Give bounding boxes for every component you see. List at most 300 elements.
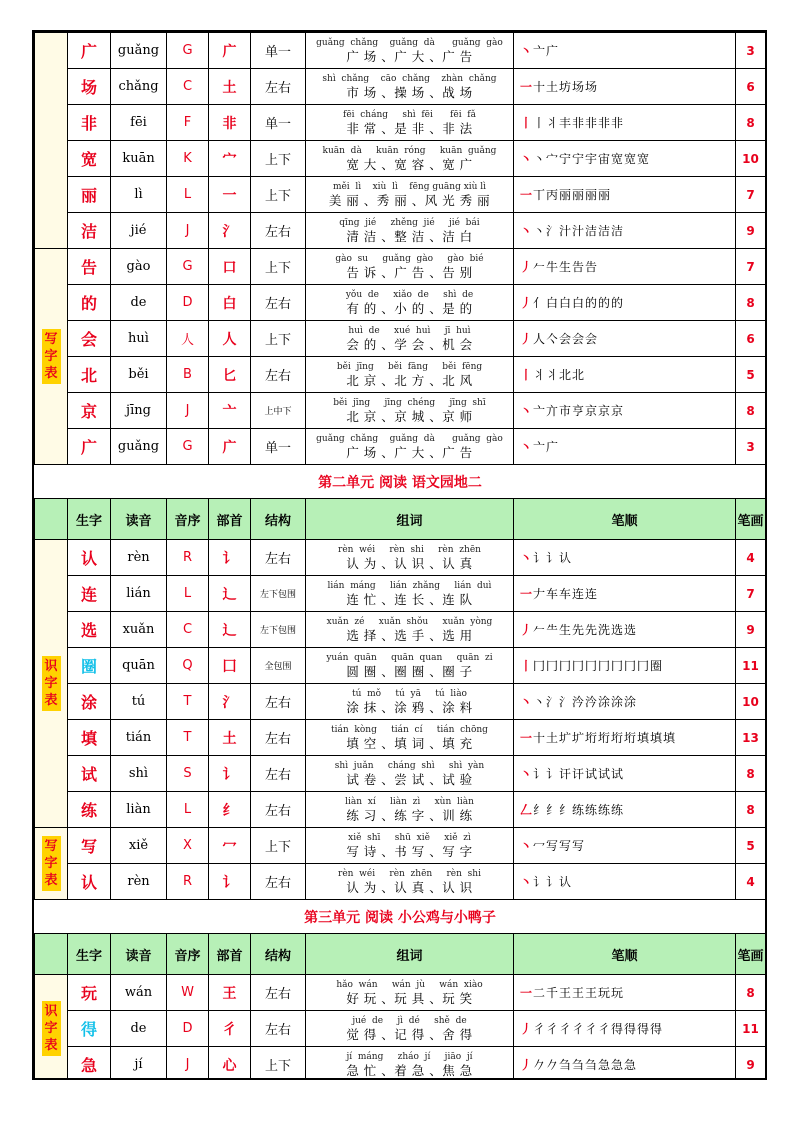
word-pinyin: yuán quān quān quan quān zi [326,652,493,663]
header-words: 组词 [306,934,514,975]
word-list: 写 诗 、书 写 、写 字 [346,843,473,859]
pinyin: kuān [111,141,167,177]
header-char: 生字 [68,499,111,540]
sequence-letter: J [167,393,209,429]
header-count: 笔画 [736,499,766,540]
word-pinyin: rèn wéi rèn zhēn rèn shi [338,868,481,879]
word-pinyin: rèn wéi rèn shi rèn zhēn [338,544,481,555]
sequence-letter: C [167,612,209,648]
structure: 左下包围 [251,612,306,648]
table-row [35,105,766,141]
stroke-count: 7 [736,177,766,213]
word-list: 会 的 、学 会 、机 会 [346,336,473,352]
sequence-letter: B [167,357,209,393]
category-label: 识字表 [42,1001,61,1056]
sequence-letter: J [167,213,209,249]
category-cell [35,540,68,828]
header-pinyin: 读音 [111,499,167,540]
stroke-order [514,357,736,393]
radical: 土 [209,69,251,105]
stroke-order [514,864,736,900]
pinyin: gào [111,249,167,285]
structure: 左右 [251,357,306,393]
table-row [35,540,766,576]
category-label: 写字表 [42,329,61,384]
character: 非 [68,105,111,141]
unit-title: 第二单元 阅读 语文园地二 [35,465,766,499]
first-stroke: 丨 [520,116,534,130]
word-pinyin: fēi cháng shì fēi fēi fǎ [343,109,476,120]
stroke-sequence: 亻白白白的的的 [533,296,625,310]
pinyin: tú [111,684,167,720]
word-cell [306,69,514,105]
word-cell [306,540,514,576]
sequence-letter: G [167,33,209,69]
word-cell [306,393,514,429]
word-cell [306,684,514,720]
word-pinyin: xuǎn zé xuǎn shǒu xuǎn yòng [326,616,493,627]
word-list: 连 忙 、连 长 、连 队 [346,591,473,607]
stroke-count: 9 [736,1047,766,1081]
sequence-letter: D [167,285,209,321]
radical: 氵 [209,684,251,720]
sequence-letter: R [167,864,209,900]
stroke-count: 4 [736,540,766,576]
structure: 左右 [251,213,306,249]
first-stroke: 丿 [520,260,534,274]
first-stroke: 丿 [520,296,534,310]
stroke-order [514,177,736,213]
table-row [35,69,766,105]
stroke-count: 6 [736,321,766,357]
character: 宽 [68,141,111,177]
first-stroke: 𠃋 [520,803,534,817]
stroke-count: 9 [736,612,766,648]
character: 练 [68,792,111,828]
stroke-order [514,1011,736,1047]
structure: 上下 [251,828,306,864]
radical: 一 [209,177,251,213]
table-row [35,975,766,1011]
radical: 人 [209,321,251,357]
radical: 纟 [209,792,251,828]
radical: 讠 [209,756,251,792]
first-stroke: 丶 [520,695,534,709]
character-table-sheet [32,30,767,1080]
stroke-sequence: 丅丙丽丽丽丽 [533,188,612,202]
structure: 上下 [251,1047,306,1081]
stroke-sequence: 丬丬北北 [533,368,586,382]
word-pinyin: shì juǎn cháng shì shì yàn [334,760,485,771]
word-cell [306,33,514,69]
word-cell [306,1047,514,1081]
word-list: 急 忙 、着 急 、焦 急 [346,1062,473,1078]
sequence-letter: G [167,429,209,465]
category-cell [35,33,68,249]
table-row [35,648,766,684]
stroke-order [514,33,736,69]
stroke-count: 10 [736,684,766,720]
radical: 心 [209,1047,251,1081]
radical: 广 [209,33,251,69]
radical: 冖 [209,828,251,864]
table-row [35,612,766,648]
word-list: 宽 大 、宽 容 、宽 广 [346,156,473,172]
first-stroke: 丨 [520,659,534,673]
stroke-order [514,69,736,105]
character: 填 [68,720,111,756]
sequence-letter: C [167,69,209,105]
word-pinyin: xiě shī shū xiě xiě zì [348,832,471,843]
sequence-letter: Q [167,648,209,684]
pinyin: huì [111,321,167,357]
first-stroke: 丶 [520,767,534,781]
table-row [35,792,766,828]
structure: 上下 [251,141,306,177]
structure: 左右 [251,864,306,900]
sequence-letter: T [167,720,209,756]
stroke-count: 8 [736,105,766,141]
first-stroke: 丶 [520,839,534,853]
structure: 左右 [251,1011,306,1047]
stroke-count: 3 [736,429,766,465]
stroke-count: 5 [736,357,766,393]
stroke-sequence: 冂冂冂冂冂冂冂冂冂圈 [533,659,664,673]
word-cell [306,429,514,465]
word-pinyin: tián kòng tián cí tián chōng [331,724,488,735]
table-row [35,429,766,465]
word-list: 练 习 、练 字 、训 练 [346,807,473,823]
header-structure: 结构 [251,934,306,975]
character: 认 [68,540,111,576]
radical: 辶 [209,576,251,612]
structure: 全包围 [251,648,306,684]
header-char: 生字 [68,934,111,975]
category-cell [35,249,68,465]
radical: 讠 [209,864,251,900]
stroke-order [514,321,736,357]
sequence-letter: R [167,540,209,576]
first-stroke: 一 [520,188,534,202]
word-pinyin: qīng jié zhěng jié jié bái [339,217,480,228]
header-blank [35,499,68,540]
character: 的 [68,285,111,321]
stroke-sequence: 丨丬丰非非非非 [533,116,625,130]
word-list: 告 诉 、广 告 、告 别 [346,264,473,280]
first-stroke: 丶 [520,224,534,238]
character: 涂 [68,684,111,720]
stroke-order [514,213,736,249]
table-row [35,213,766,249]
character: 洁 [68,213,111,249]
radical: 亠 [209,393,251,429]
pinyin: rèn [111,540,167,576]
word-pinyin: běi jīng jīng chéng jīng shī [333,397,486,408]
category-cell [35,975,68,1081]
word-list: 美 丽 、秀 丽 、风 光 秀 丽 [328,192,491,208]
word-pinyin: jí máng zháo jí jiāo jí [346,1051,473,1062]
word-list: 涂 抹 、涂 鸦 、涂 料 [346,699,473,715]
stroke-count: 5 [736,828,766,864]
table-row [35,864,766,900]
character: 认 [68,864,111,900]
stroke-count: 8 [736,285,766,321]
pinyin: lì [111,177,167,213]
first-stroke: 丶 [520,152,534,166]
stroke-order [514,720,736,756]
word-cell [306,141,514,177]
pinyin: lián [111,576,167,612]
character: 玩 [68,975,111,1011]
word-cell [306,249,514,285]
pinyin: guǎng [111,33,167,69]
sequence-letter: S [167,756,209,792]
radical: 讠 [209,540,251,576]
word-list: 广 场 、广 大 、广 告 [346,48,473,64]
sequence-letter: L [167,792,209,828]
word-list: 清 洁 、整 洁 、洁 白 [346,228,473,244]
radical: 氵 [209,213,251,249]
word-pinyin: liàn xí liàn zì xùn liàn [345,796,474,807]
pinyin: de [111,1011,167,1047]
pinyin: jié [111,213,167,249]
structure: 单一 [251,33,306,69]
structure: 左右 [251,792,306,828]
stroke-count: 8 [736,756,766,792]
table-row [35,33,766,69]
unit-title-row [35,900,766,934]
category-label: 写字表 [42,836,61,891]
sequence-letter: F [167,105,209,141]
word-cell [306,975,514,1011]
word-list: 北 京 、北 方 、北 风 [346,372,473,388]
sequence-letter: X [167,828,209,864]
table-header-row [35,934,766,975]
character: 试 [68,756,111,792]
header-radical: 部首 [209,934,251,975]
table-row [35,393,766,429]
stroke-sequence: 讠讠认 [533,875,573,889]
first-stroke: 一 [520,587,534,601]
word-cell [306,285,514,321]
word-pinyin: jué de jì dé shě de [352,1015,467,1026]
first-stroke: 丿 [520,332,534,346]
stroke-sequence: 十土坊场场 [533,80,599,94]
character: 京 [68,393,111,429]
stroke-order [514,975,736,1011]
stroke-order [514,612,736,648]
word-pinyin: shì chǎng cāo chǎng zhàn chǎng [322,73,497,84]
sequence-letter: G [167,249,209,285]
table-row [35,720,766,756]
stroke-sequence: 讠讠认 [533,551,573,565]
stroke-order [514,576,736,612]
table-header-row [35,499,766,540]
word-list: 市 场 、操 场 、战 场 [346,84,473,100]
table-row [35,1011,766,1047]
stroke-order [514,393,736,429]
header-structure: 结构 [251,499,306,540]
word-cell [306,213,514,249]
first-stroke: 一 [520,986,534,1000]
header-blank [35,934,68,975]
stroke-sequence: 丶宀宁宁宇宙宽宽宽 [533,152,651,166]
stroke-sequence: 亠广 [533,440,560,454]
category-cell [35,828,68,900]
structure: 左右 [251,285,306,321]
word-pinyin: kuān dà kuān róng kuān guǎng [322,145,497,156]
stroke-count: 6 [736,69,766,105]
character: 广 [68,33,111,69]
sequence-letter: L [167,177,209,213]
character: 急 [68,1047,111,1081]
stroke-order [514,756,736,792]
word-cell [306,828,514,864]
table-row [35,357,766,393]
first-stroke: 一 [520,80,534,94]
word-list: 试 卷 、尝 试 、试 验 [346,771,473,787]
pinyin: wán [111,975,167,1011]
word-cell [306,756,514,792]
radical: 辶 [209,612,251,648]
unit-title: 第三单元 阅读 小公鸡与小鸭子 [35,900,766,934]
stroke-order [514,648,736,684]
header-order: 音序 [167,499,209,540]
table-row [35,177,766,213]
character: 北 [68,357,111,393]
stroke-count: 8 [736,393,766,429]
sequence-letter: D [167,1011,209,1047]
radical: 白 [209,285,251,321]
first-stroke: 丶 [520,875,534,889]
stroke-sequence: 二千王王王玩玩 [533,986,625,1000]
character: 丽 [68,177,111,213]
character-table [34,32,766,1080]
pinyin: xuǎn [111,612,167,648]
radical: 囗 [209,648,251,684]
word-list: 圆 圈 、圈 圈 、圈 子 [346,663,473,679]
word-list: 选 择 、选 手 、选 用 [346,627,473,643]
stroke-count: 11 [736,648,766,684]
header-strokes: 笔顺 [514,499,736,540]
word-list: 广 场 、广 大 、广 告 [346,444,473,460]
stroke-sequence: 讠讠讦讦试试试 [533,767,625,781]
unit-title-row [35,465,766,499]
header-words: 组词 [306,499,514,540]
pinyin: běi [111,357,167,393]
pinyin: liàn [111,792,167,828]
structure: 左右 [251,975,306,1011]
word-cell [306,792,514,828]
word-cell [306,105,514,141]
stroke-order [514,141,736,177]
sequence-letter: L [167,576,209,612]
radical: 土 [209,720,251,756]
table-row [35,321,766,357]
structure: 单一 [251,105,306,141]
stroke-sequence: 丶氵汁汁洁洁洁 [533,224,625,238]
table-row [35,1047,766,1081]
stroke-order [514,828,736,864]
word-pinyin: lián máng lián zhǎng lián duì [327,580,492,591]
pinyin: fēi [111,105,167,141]
table-row [35,828,766,864]
first-stroke: 丶 [520,44,534,58]
pinyin: jīng [111,393,167,429]
structure: 左右 [251,684,306,720]
word-cell [306,1011,514,1047]
word-pinyin: tú mǒ tú yā tú liào [352,688,467,699]
header-order: 音序 [167,934,209,975]
first-stroke: 丶 [520,404,534,418]
word-list: 好 玩 、玩 具 、玩 笑 [346,990,473,1006]
structure: 上下 [251,177,306,213]
pinyin: rèn [111,864,167,900]
stroke-sequence: 人亽会会会 [533,332,599,346]
radical: 广 [209,429,251,465]
word-pinyin: gào su guǎng gào gào bié [335,253,484,264]
word-pinyin: guǎng chǎng guǎng dà guǎng gào [316,37,503,48]
stroke-count: 3 [736,33,766,69]
stroke-sequence: 𠂇车车连连 [533,587,599,601]
structure: 单一 [251,429,306,465]
word-cell [306,357,514,393]
character: 连 [68,576,111,612]
word-pinyin: yǒu de xiǎo de shì de [345,289,474,300]
character: 选 [68,612,111,648]
radical: 宀 [209,141,251,177]
stroke-count: 11 [736,1011,766,1047]
sequence-letter: 人 [167,321,209,357]
stroke-count: 7 [736,576,766,612]
first-stroke: 丶 [520,440,534,454]
first-stroke: 丶 [520,551,534,565]
pinyin: shì [111,756,167,792]
sequence-letter: W [167,975,209,1011]
stroke-count: 10 [736,141,766,177]
sequence-letter: J [167,1047,209,1081]
word-cell [306,720,514,756]
stroke-sequence: 冖写写写 [533,839,586,853]
pinyin: quān [111,648,167,684]
stroke-order [514,540,736,576]
word-pinyin: guǎng chǎng guǎng dà guǎng gào [316,433,503,444]
structure: 上下 [251,249,306,285]
word-cell [306,612,514,648]
pinyin: jí [111,1047,167,1081]
stroke-order [514,792,736,828]
radical: 口 [209,249,251,285]
sequence-letter: T [167,684,209,720]
stroke-count: 8 [736,975,766,1011]
structure: 左右 [251,540,306,576]
word-cell [306,321,514,357]
category-label: 识字表 [42,656,61,711]
word-cell [306,648,514,684]
word-pinyin: huì de xué huì jī huì [348,325,471,336]
stroke-order [514,285,736,321]
first-stroke: 一 [520,731,534,745]
structure: 左右 [251,69,306,105]
stroke-order [514,429,736,465]
character: 会 [68,321,111,357]
stroke-count: 13 [736,720,766,756]
first-stroke: 丿 [520,623,534,637]
table-row [35,684,766,720]
word-cell [306,864,514,900]
word-cell [306,177,514,213]
word-list: 非 常 、是 非 、非 法 [346,120,473,136]
